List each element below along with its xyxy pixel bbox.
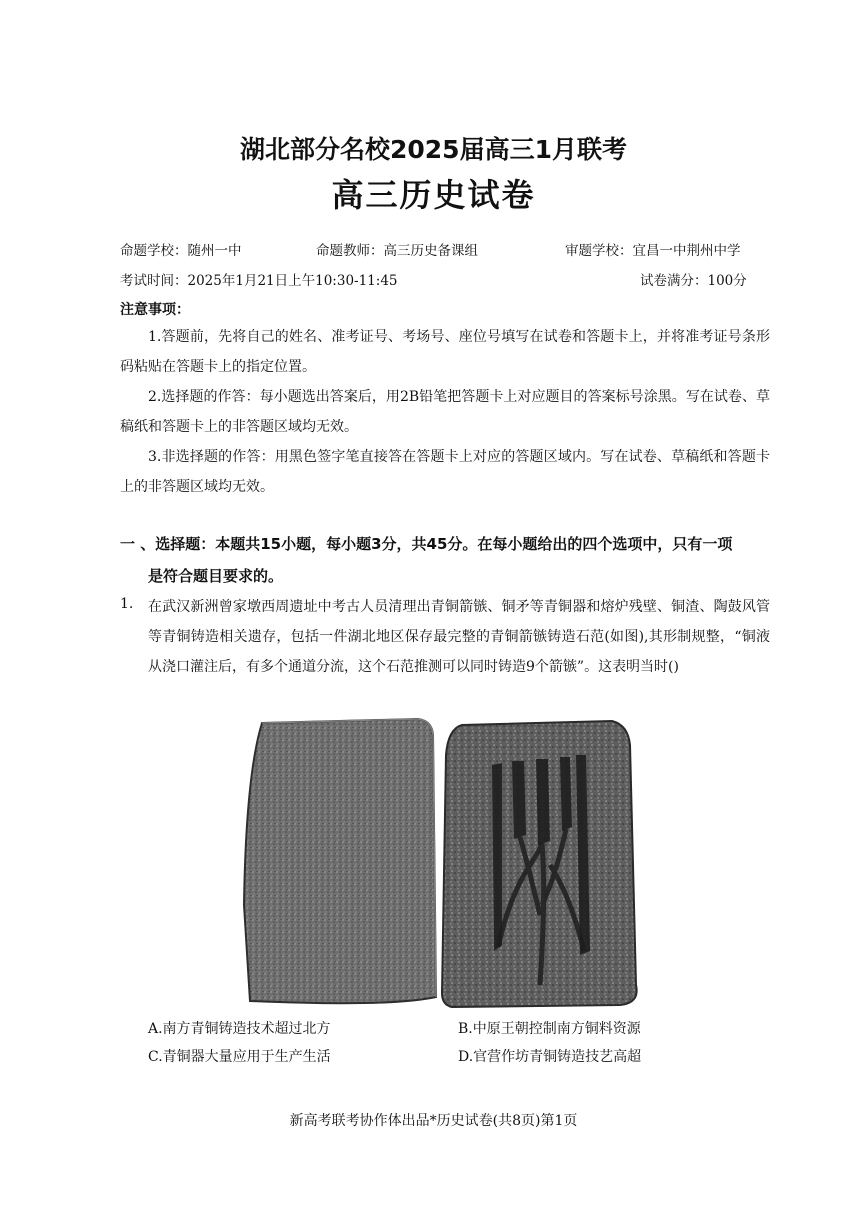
meta-score: 试卷满分：100分 <box>640 273 747 289</box>
option-d[interactable]: D.官营作坊青铜铸造技艺高超 <box>458 1049 642 1065</box>
notice-item-3: 3.非选择题的作答：用黑色签字笔直接答在答题卡上对应的答题区域内。写在试卷、草稿纸和答题卡上的非答题区域均无效。 <box>120 449 770 495</box>
exam-title: 湖北部分名校2025届高三1月联考 <box>240 135 627 164</box>
question-number: 1. <box>120 596 134 612</box>
notice-item-2: 2.选择题的作答：每小题选出答案后，用2B铅笔把答题卡上对应题目的答案标号涂黑。写在试卷、草稿纸和答题卡上的非答题区域均无效。 <box>120 389 770 435</box>
option-a[interactable]: A.南方青铜铸造技术超过北方 <box>148 1021 331 1037</box>
notice-item-1: 1.答题前，先将自己的姓名、准考证号、考场号、座位号填写在试卷和答题卡上，并将准考证号条形码粘贴在答题卡上的指定位置。 <box>120 329 770 375</box>
section-heading-cont: 是符合题目要求的。 <box>148 567 284 585</box>
option-b[interactable]: B.中原王朝控制南方铜料资源 <box>458 1021 641 1037</box>
section-heading: 一 、选择题：本题共15小题，每小题3分，共45分。在每小题给出的四个选项中，只有一项 <box>120 535 733 553</box>
meta-teacher: 命题教师：高三历史备课组 <box>316 243 478 259</box>
mold-back-face <box>244 719 436 1003</box>
meta-review: 审题学校：宜昌一中荆州中学 <box>565 243 741 259</box>
question-stem: 在武汉新洲曾家墩西周遗址中考古人员清理出青铜箭镞、铜矛等青铜器和熔炉残壁、铜渣、陶鼓风管等青铜铸造相关遗存，包括一件湖北地区保存最完整的青铜箭镞铸造石范(如图),其形制规整，“铜液从浇口灌注后，有多个通道分流，这个石范推测可以同时铸造9个箭镞”。这表明当时() <box>148 599 770 675</box>
notice-heading: 注意事项： <box>120 302 190 318</box>
option-c[interactable]: C.青铜器大量应用于生产生活 <box>148 1049 331 1065</box>
mold-cast-face <box>442 721 637 1007</box>
meta-school: 命题学校：随州一中 <box>120 243 242 259</box>
stone-mold-photo <box>240 715 640 1010</box>
exam-subject-title: 高三历史试卷 <box>331 176 536 214</box>
page-footer: 新高考联考协作体出品*历史试卷(共8页)第1页 <box>289 1113 578 1129</box>
meta-time: 考试时间：2025年1月21日上午10:30-11:45 <box>120 273 398 289</box>
